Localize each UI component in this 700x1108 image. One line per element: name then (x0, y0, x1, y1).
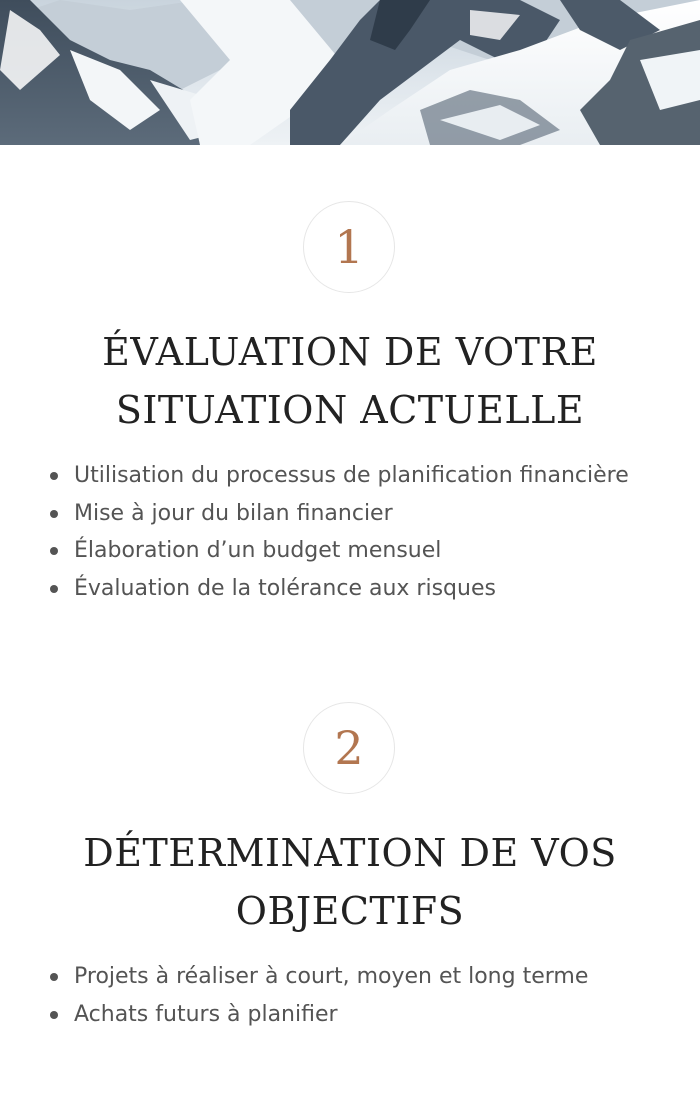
bullet-list (48, 958, 688, 1033)
bullet-icon (50, 973, 58, 981)
bullet-icon (50, 547, 58, 555)
section-title (40, 824, 660, 940)
bullet-icon (50, 585, 58, 593)
list-item-text: Évaluation de la tolérance aux risques (74, 575, 496, 601)
title-line: SITUATION ACTUELLE (115, 388, 585, 432)
list-item (48, 958, 688, 996)
step-number-badge (303, 201, 395, 293)
title-line: DÉTERMINATION DE VOS (83, 831, 617, 875)
step-number: 2 (334, 721, 364, 775)
section-title (40, 323, 660, 439)
bullet-list (48, 457, 688, 607)
list-item (48, 495, 688, 533)
step-number-badge (303, 702, 395, 794)
list-item-text: Mise à jour du bilan financier (74, 500, 393, 526)
bullet-icon (50, 510, 58, 518)
list-item-text: Utilisation du processus de planification financière (74, 463, 629, 488)
mountain-photo-icon (0, 0, 700, 145)
step-number: 1 (334, 220, 364, 274)
list-item-text: Élaboration d’un budget mensuel (74, 538, 442, 563)
list-item (48, 532, 688, 570)
bullet-icon (50, 1011, 58, 1019)
list-item-text: Projets à réaliser à court, moyen et long terme (74, 964, 589, 989)
list-item (48, 457, 688, 495)
list-item (48, 996, 688, 1034)
list-item-text: Achats futurs à planifier (74, 1001, 338, 1027)
hero-mountain-image (0, 0, 700, 145)
list-item (48, 570, 688, 608)
bullet-icon (50, 472, 58, 480)
title-line: ÉVALUATION DE VOTRE (102, 330, 598, 374)
title-line: OBJECTIFS (235, 889, 465, 933)
